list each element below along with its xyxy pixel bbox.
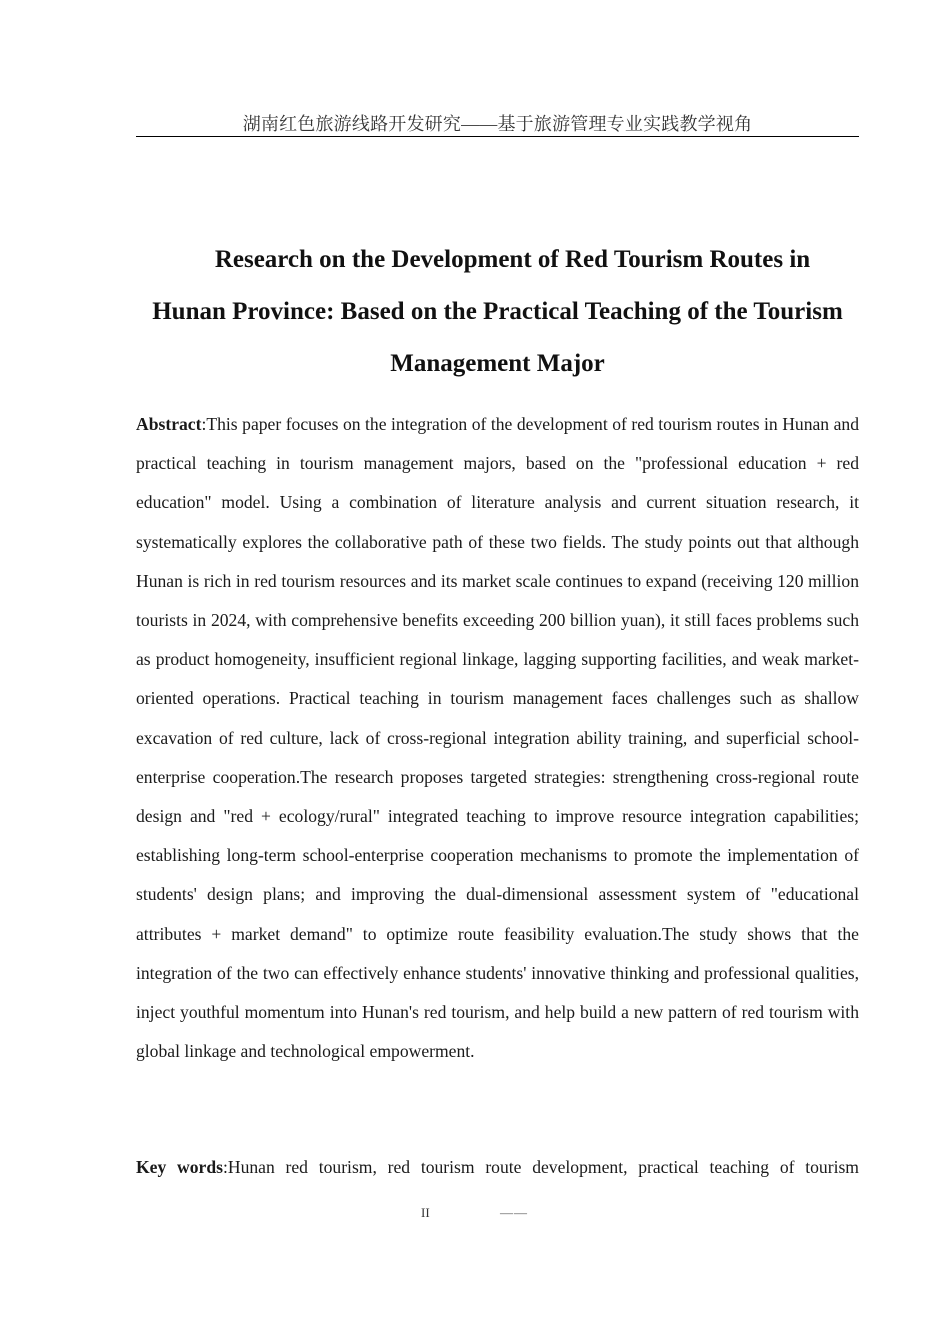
abstract-text: This paper focuses on the integration of the development of red tourism routes in Hunan and practical teaching in tourism management majors, based on the "professional education + red education" model. Using a combination of literature analysis and current situation research, it systematically explores the collaborative path of these two fields. The study points out that although Hunan is rich in red tourism resources and its market scale continues to expand (receiving 120 million tourists in 2024, with comprehensive benefits exceeding 200 billion yuan), it still faces problems such as product homogeneity, insufficient regional linkage, lagging supporting facilities, and weak market-oriented operations. Practical teaching in tourism management faces challenges such as shallow excavation of red culture, lack of cross-regional integration ability training, and superficial school-enterprise cooperation.The research proposes targeted strategies: strengthening cross-regional route design and "red + ecology/rural" integrated teaching to improve resource integration capabilities; establishing long-term school-enterprise cooperation mechanisms to promote the implementation of students' design plans; and improving the dual-dimensional assessment system of "educational attributes + market demand" to optimize route feasibility evaluation.The study shows that the integration of the two can effectively enhance students' innovative thinking and professional qualities, inject youthful momentum into Hunan's red tourism, and help build a new pattern of red tourism with global linkage and technological empowerment. — [136, 414, 859, 1062]
keywords-separator: : — [222, 1157, 228, 1177]
title-line-3: Management Major — [390, 350, 605, 377]
paper-title — [136, 234, 859, 390]
keywords-label: Key words — [136, 1157, 223, 1177]
running-header-title: 湖南红色旅游线路开发研究——基于旅游管理专业实践教学视角 — [242, 114, 753, 134]
abstract-paragraph — [136, 405, 859, 1071]
page-number: II — [421, 1205, 430, 1220]
abstract-label: Abstract — [136, 414, 202, 434]
footer-dash: —— — [500, 1205, 528, 1220]
keywords-paragraph — [136, 1148, 859, 1186]
running-header — [136, 112, 859, 137]
keywords-text: Hunan red tourism, red tourism route development, practical teaching of tourism — [227, 1157, 859, 1177]
abstract-separator: : — [201, 414, 207, 434]
title-line-2: Hunan Province: Based on the Practical Teaching of the Tourism — [152, 298, 843, 325]
page-footer — [0, 1203, 950, 1223]
title-line-1: Research on the Development of Red Tourism Routes in — [214, 246, 811, 273]
